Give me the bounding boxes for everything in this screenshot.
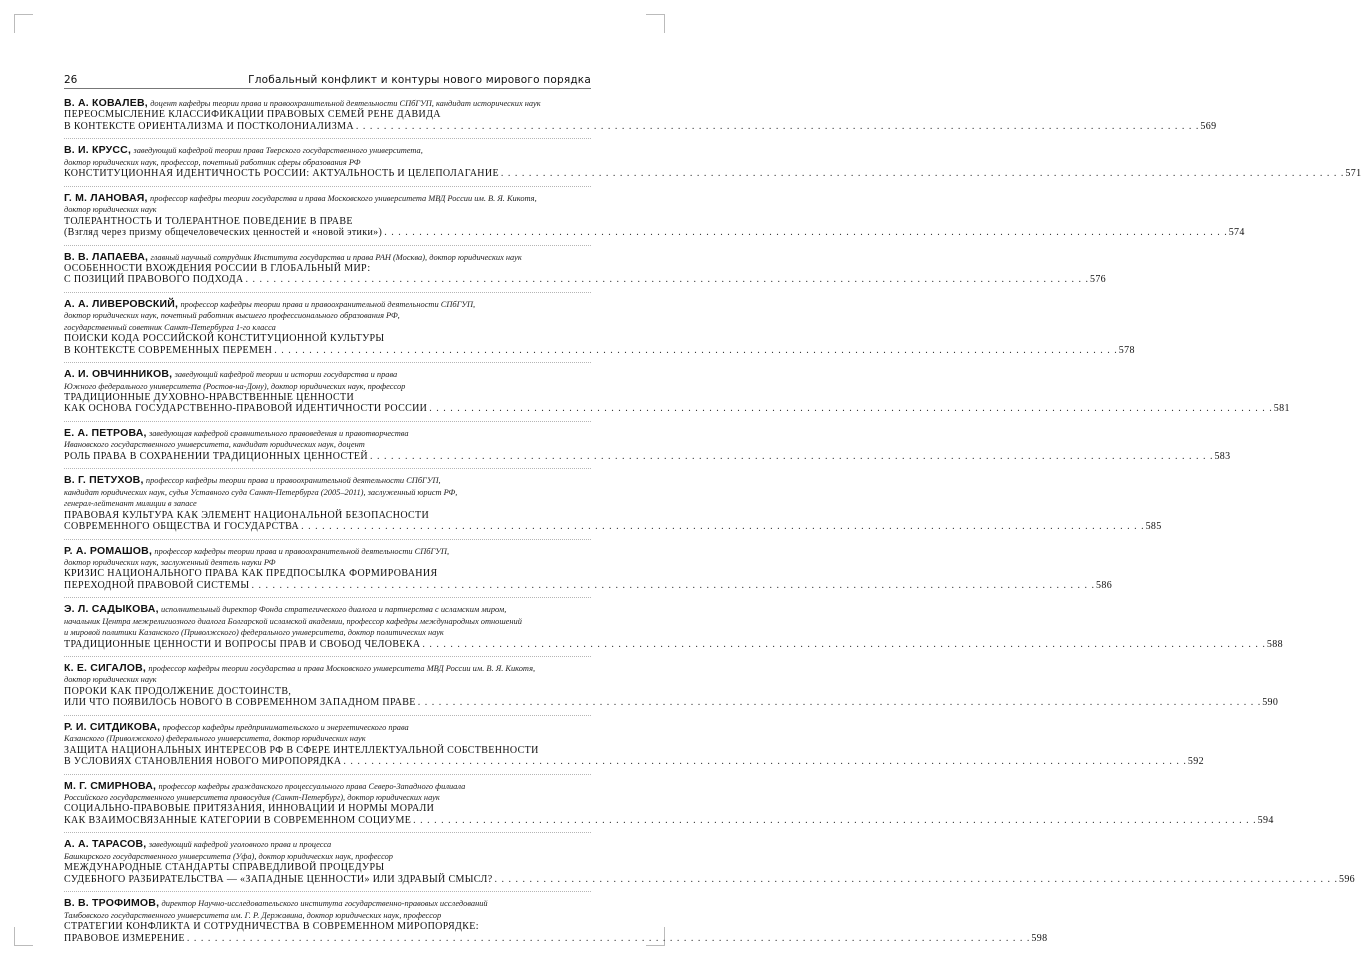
article-title-line [64,932,1048,945]
author-affiliation: заведующая кафедрой сравнительного правоведения и правотворчества [148,428,409,438]
author-affiliation: профессор кафедры гражданского процессуального права Северо-Западного филиала [158,781,466,791]
article-title-line [64,450,1231,463]
article-title-text: СОВРЕМЕННОГО ОБЩЕСТВА И ГОСУДАРСТВА [64,521,300,532]
article-title-text: КОНСТИТУЦИОННАЯ ИДЕНТИЧНОСТЬ РОССИИ: АКТУАЛЬНОСТЬ И ЦЕЛЕПОЛАГАНИЕ [64,168,499,180]
author-affiliation: Ивановского государственного университета, кандидат юридических наук, доцент [64,440,365,450]
author-affiliation: доктор юридических наук, заслуженный деятель науки РФ [64,557,276,567]
article-title-text: КРИЗИС НАЦИОНАЛЬНОГО ПРАВА КАК ПРЕДПОСЫЛКА ФОРМИРОВАНИЯ [64,568,438,580]
dot-leader [418,697,1262,709]
article-title-text: ИЛИ ЧТО ПОЯВИЛОСЬ НОВОГО В СОВРЕМЕННОМ ЗАПАДНОМ ПРАВЕ [64,697,416,709]
page-reference[interactable]: 574 [1228,227,1245,239]
author-affiliation: генерал-лейтенант милиции в запасе [64,499,197,509]
article-title-text: СТРАТЕГИИ КОНФЛИКТА И СОТРУДНИЧЕСТВА В СОВРЕМЕННОМ МИРОПОРЯДКЕ: [64,921,479,933]
author-name: К. Е. СИГАЛОВ, [64,662,147,675]
article-title-line [64,216,591,228]
dot-leader [413,815,1257,827]
toc-entry[interactable] [64,720,1204,775]
page-reference[interactable]: 581 [1273,403,1290,415]
article-title-text: МЕЖДУНАРОДНЫЕ СТАНДАРТЫ СПРАВЕДЛИВОЙ ПРОЦЕДУРЫ [64,862,385,874]
toc-entry[interactable] [64,474,1162,539]
article-title-text: ПРАВОВАЯ КУЛЬТУРА КАК ЭЛЕМЕНТ НАЦИОНАЛЬНОЙ БЕЗОПАСНОСТИ [64,509,430,521]
author-name: Э. Л. САДЫКОВА, [64,603,159,616]
article-title-line [64,344,1135,357]
dot-leader [252,580,1096,592]
entry-author-block [64,145,591,168]
page-reference[interactable]: 569 [1200,120,1217,132]
article-title-text: РОЛЬ ПРАВА В СОХРАНЕНИИ ТРАДИЦИОННЫХ ЦЕННОСТЕЙ [64,450,368,462]
page-reference[interactable]: 590 [1262,697,1279,709]
toc-entry[interactable] [64,603,1283,657]
author-affiliation: профессор кафедры теории государства и права Московского университета МВД России им. В. Я. Кикотя, [148,664,536,674]
page-reference[interactable]: 576 [1089,274,1107,286]
page-header [64,66,591,89]
crop-mark-top-right [646,14,665,33]
article-title-line [64,403,1290,415]
article-title-line [64,521,1162,533]
running-title: Глобальный конфликт и контуры нового мирового порядка [248,74,591,86]
author-affiliation: Тамбовского государственного университета им. Г. Р. Державина, доктор юридических наук, профессор [64,910,442,920]
article-title-text: С ПОЗИЦИЙ ПРАВОВОГО ПОДХОДА [64,274,244,286]
author-affiliation: Южного федерального университета (Ростов-на-Дону), доктор юридических наук, профессор [64,381,406,391]
author-affiliation: доктор юридических наук [64,205,157,215]
page-reference[interactable]: 594 [1257,814,1274,826]
crop-mark-top-left [14,14,33,33]
entry-author-block [64,369,591,392]
article-title-text: (Взгляд через призму общечеловеческих ценностей и «новой этики») [64,227,383,239]
toc-entry[interactable] [64,144,1361,186]
author-affiliation: доктор юридических наук, профессор, почетный работник сферы образования РФ [64,157,361,167]
article-title-text: ПОРОКИ КАК ПРОДОЛЖЕНИЕ ДОСТОИНСТВ, [64,685,292,697]
page-reference[interactable]: 598 [1031,932,1048,944]
article-title-text: ТРАДИЦИОННЫЕ ЦЕННОСТИ И ВОПРОСЫ ПРАВ И СВОБОД ЧЕЛОВЕКА [64,638,421,650]
article-title-line [64,227,1245,239]
author-name: М. Г. СМИРНОВА, [64,779,157,792]
author-affiliation: доктор юридических наук [64,675,157,685]
author-affiliation: заведующий кафедрой уголовного права и процесса [148,840,332,850]
article-title-line [64,333,591,345]
toc-entry[interactable] [64,662,1279,716]
author-name: А. А. ЛИВЕРОВСКИЙ, [64,297,179,310]
author-affiliation: профессор кафедры предпринимательского и энергетического права [162,722,409,732]
article-title-line [64,803,591,815]
author-affiliation: главный научный сотрудник Института государства и права РАН (Москва), доктор юридических наук [150,252,522,262]
dot-leader [422,639,1266,651]
article-title-line [64,263,591,275]
article-title-line [64,638,1283,651]
entry-author-block [64,722,591,745]
article-title-line [64,579,1113,592]
article-title-line [64,686,591,698]
entry-author-block [64,839,591,862]
entry-author-block [64,546,591,569]
article-title-text: СУДЕБНОГО РАЗБИРАТЕЛЬСТВА — «ЗАПАДНЫЕ ЦЕННОСТИ» ИЛИ ЗДРАВЫЙ СМЫСЛ? [64,873,493,885]
page-number: 26 [64,74,78,86]
dot-leader [343,756,1187,768]
article-title-line [64,392,591,404]
article-title-line [64,862,591,874]
author-affiliation: доктор юридических наук, почетный работник высшего профессионального образования РФ, [64,311,400,321]
article-title-text: ЗАЩИТА НАЦИОНАЛЬНЫХ ИНТЕРЕСОВ РФ В СФЕРЕ ИНТЕЛЛЕКТУАЛЬНОЙ СОБСТВЕННОСТИ [64,744,539,756]
author-affiliation: заведующий кафедрой теории права Тверского государственного университета, [133,146,423,156]
dot-leader [494,874,1338,886]
entry-author-block [64,252,591,263]
author-name: Р. А. РОМАШОВ, [64,544,153,557]
author-name: Г. М. ЛАНОВАЯ, [64,191,148,204]
author-affiliation: директор Научно-исследовательского института государственно-правовых исследований [161,899,488,909]
page-reference[interactable]: 578 [1118,344,1135,356]
author-name: В. В. ТРОФИМОВ, [64,897,160,910]
article-title-text: КАК ОСНОВА ГОСУДАРСТВЕННО-ПРАВОВОЙ ИДЕНТИЧНОСТИ РОССИИ [64,403,428,415]
author-name: В. В. ЛАПАЕВА, [64,250,149,263]
article-title-text: ПОИСКИ КОДА РОССИЙСКОЙ КОНСТИТУЦИОННОЙ КУЛЬТУРЫ [64,333,385,345]
author-affiliation: и мировой политики Казанского (Приволжского) федерального университета, доктор политических наук [64,628,444,638]
dot-leader [301,521,1145,533]
page-reference[interactable]: 583 [1214,450,1231,462]
author-affiliation: Казанского (Приволжского) федерального университета, доктор юридических наук [64,734,366,744]
article-title-line [64,120,1217,133]
article-title-line [64,168,1361,180]
article-title-line [64,814,1274,827]
entry-author-block [64,299,591,333]
dot-leader [245,274,1089,286]
page-reference[interactable]: 596 [1338,873,1356,885]
author-name: А. И. ОВЧИННИКОВ, [64,368,173,381]
toc-entry[interactable] [64,297,1135,363]
author-affiliation: профессор кафедры теории государства и права Московского университета МВД России им. В. Я. Кикотя, [150,193,537,203]
author-affiliation: Башкирского государственного университета (Уфа), доктор юридических наук, профессор [64,851,393,861]
entry-author-block [64,781,591,804]
toc-entry[interactable] [64,250,1107,293]
dot-leader [429,403,1273,415]
dot-leader [501,168,1345,180]
dot-leader [187,933,1031,945]
dot-leader [274,345,1118,357]
toc-entry[interactable] [64,779,1274,834]
article-title-text: ПРАВОВОЕ ИЗМЕРЕНИЕ [64,932,185,944]
entry-author-block [64,663,591,686]
author-name: А. А. ТАРАСОВ, [64,838,147,851]
author-name: В. И. КРУСС, [64,144,132,157]
article-title-text: ТОЛЕРАНТНОСТЬ И ТОЛЕРАНТНОЕ ПОВЕДЕНИЕ В ПРАВЕ [64,215,353,227]
article-title-text: СОЦИАЛЬНО-ПРАВОВЫЕ ПРИТЯЗАНИЯ, ИННОВАЦИИ И НОРМЫ МОРАЛИ [64,803,435,815]
toc-entry[interactable] [64,368,1290,422]
article-title-line [64,697,1279,709]
toc-entry[interactable] [64,838,1356,892]
author-name: Р. И. СИТДИКОВА, [64,720,161,733]
page-reference[interactable]: 588 [1266,638,1283,650]
page-reference[interactable]: 571 [1345,168,1361,180]
article-title-line [64,745,591,757]
article-title-text: ПЕРЕОСМЫСЛЕНИЕ КЛАССИФИКАЦИИ ПРАВОВЫХ СЕМЕЙ РЕНЕ ДАВИДА [64,109,441,121]
entry-author-block [64,475,591,509]
article-title-text: КАК ВЗАИМОСВЯЗАННЫЕ КАТЕГОРИИ В СОВРЕМЕННОМ СОЦИУМЕ [64,814,412,826]
article-title-text: В КОНТЕКСТЕ ОРИЕНТАЛИЗМА И ПОСТКОЛОНИАЛИЗМА [64,120,354,132]
author-affiliation: кандидат юридических наук, судья Уставного суда Санкт-Петербурга (2005–2011), заслуженный юрист РФ, [64,487,458,497]
author-affiliation: заведующий кафедрой теории и истории государства и права [174,370,398,380]
article-title-line [64,109,591,121]
author-affiliation: государственный советник Санкт-Петербурга 1-го класса [64,322,276,332]
dot-leader [384,227,1228,239]
author-affiliation: начальник Центра межрелигиозного диалога Болгарской исламской академии, профессор кафедры международных отношений [64,616,522,626]
table-of-contents [64,97,1361,950]
entry-author-block [64,98,591,109]
entry-author-block [64,428,591,451]
author-affiliation: Российского государственного университета правосудия (Санкт-Петербург), доктор юридических наук [64,793,440,803]
article-title-text: ОСОБЕННОСТИ ВХОЖДЕНИЯ РОССИИ В ГЛОБАЛЬНЫЙ МИР: [64,262,371,274]
author-affiliation: доцент кафедры теории права и правоохранительной деятельности СПбГУП, кандидат исторических наук [150,99,541,108]
author-affiliation: исполнительный директор Фонда стратегического диалога и партнерства с исламским миром, [161,605,507,615]
author-name: В. А. КОВАЛЕВ, [64,97,148,109]
author-affiliation: профессор кафедры теории права и правоохранительной деятельности СПбГУП, [154,546,450,556]
page-reference[interactable]: 585 [1145,521,1162,532]
article-title-line [64,510,591,522]
toc-entry[interactable] [64,97,1217,139]
author-affiliation: профессор кафедры теории права и правоохранительной деятельности СПбГУП, [145,476,441,486]
entry-author-block [64,898,591,921]
toc-entry[interactable] [64,897,1048,944]
article-title-line [64,568,591,580]
article-title-line [64,756,1204,768]
dot-leader [356,121,1200,133]
article-title-line [64,274,1107,286]
article-title-text: ПЕРЕХОДНОЙ ПРАВОВОЙ СИСТЕМЫ [64,579,250,591]
article-title-line [64,873,1356,886]
crop-mark-bottom-left [14,927,33,946]
page-reference[interactable]: 586 [1096,579,1113,591]
article-title-text: ТРАДИЦИОННЫЕ ДУХОВНО-НРАВСТВЕННЫЕ ЦЕННОСТИ [64,391,355,403]
article-title-line [64,921,591,933]
dot-leader [370,451,1214,463]
entry-author-block [64,604,591,638]
entry-author-block [64,193,591,216]
article-title-text: В УСЛОВИЯХ СТАНОВЛЕНИЯ НОВОГО МИРОПОРЯДКА [64,756,342,768]
article-title-text: В КОНТЕКСТЕ СОВРЕМЕННЫХ ПЕРЕМЕН [64,344,273,356]
toc-entry[interactable] [64,191,1245,246]
author-name: В. Г. ПЕТУХОВ, [64,474,144,487]
toc-entry[interactable] [64,426,1231,469]
page-reference[interactable]: 592 [1187,756,1204,768]
toc-entry[interactable] [64,544,1113,599]
author-name: Е. А. ПЕТРОВА, [64,426,147,439]
author-affiliation: профессор кафедры теории права и правоохранительной деятельности СПбГУП, [180,299,476,309]
